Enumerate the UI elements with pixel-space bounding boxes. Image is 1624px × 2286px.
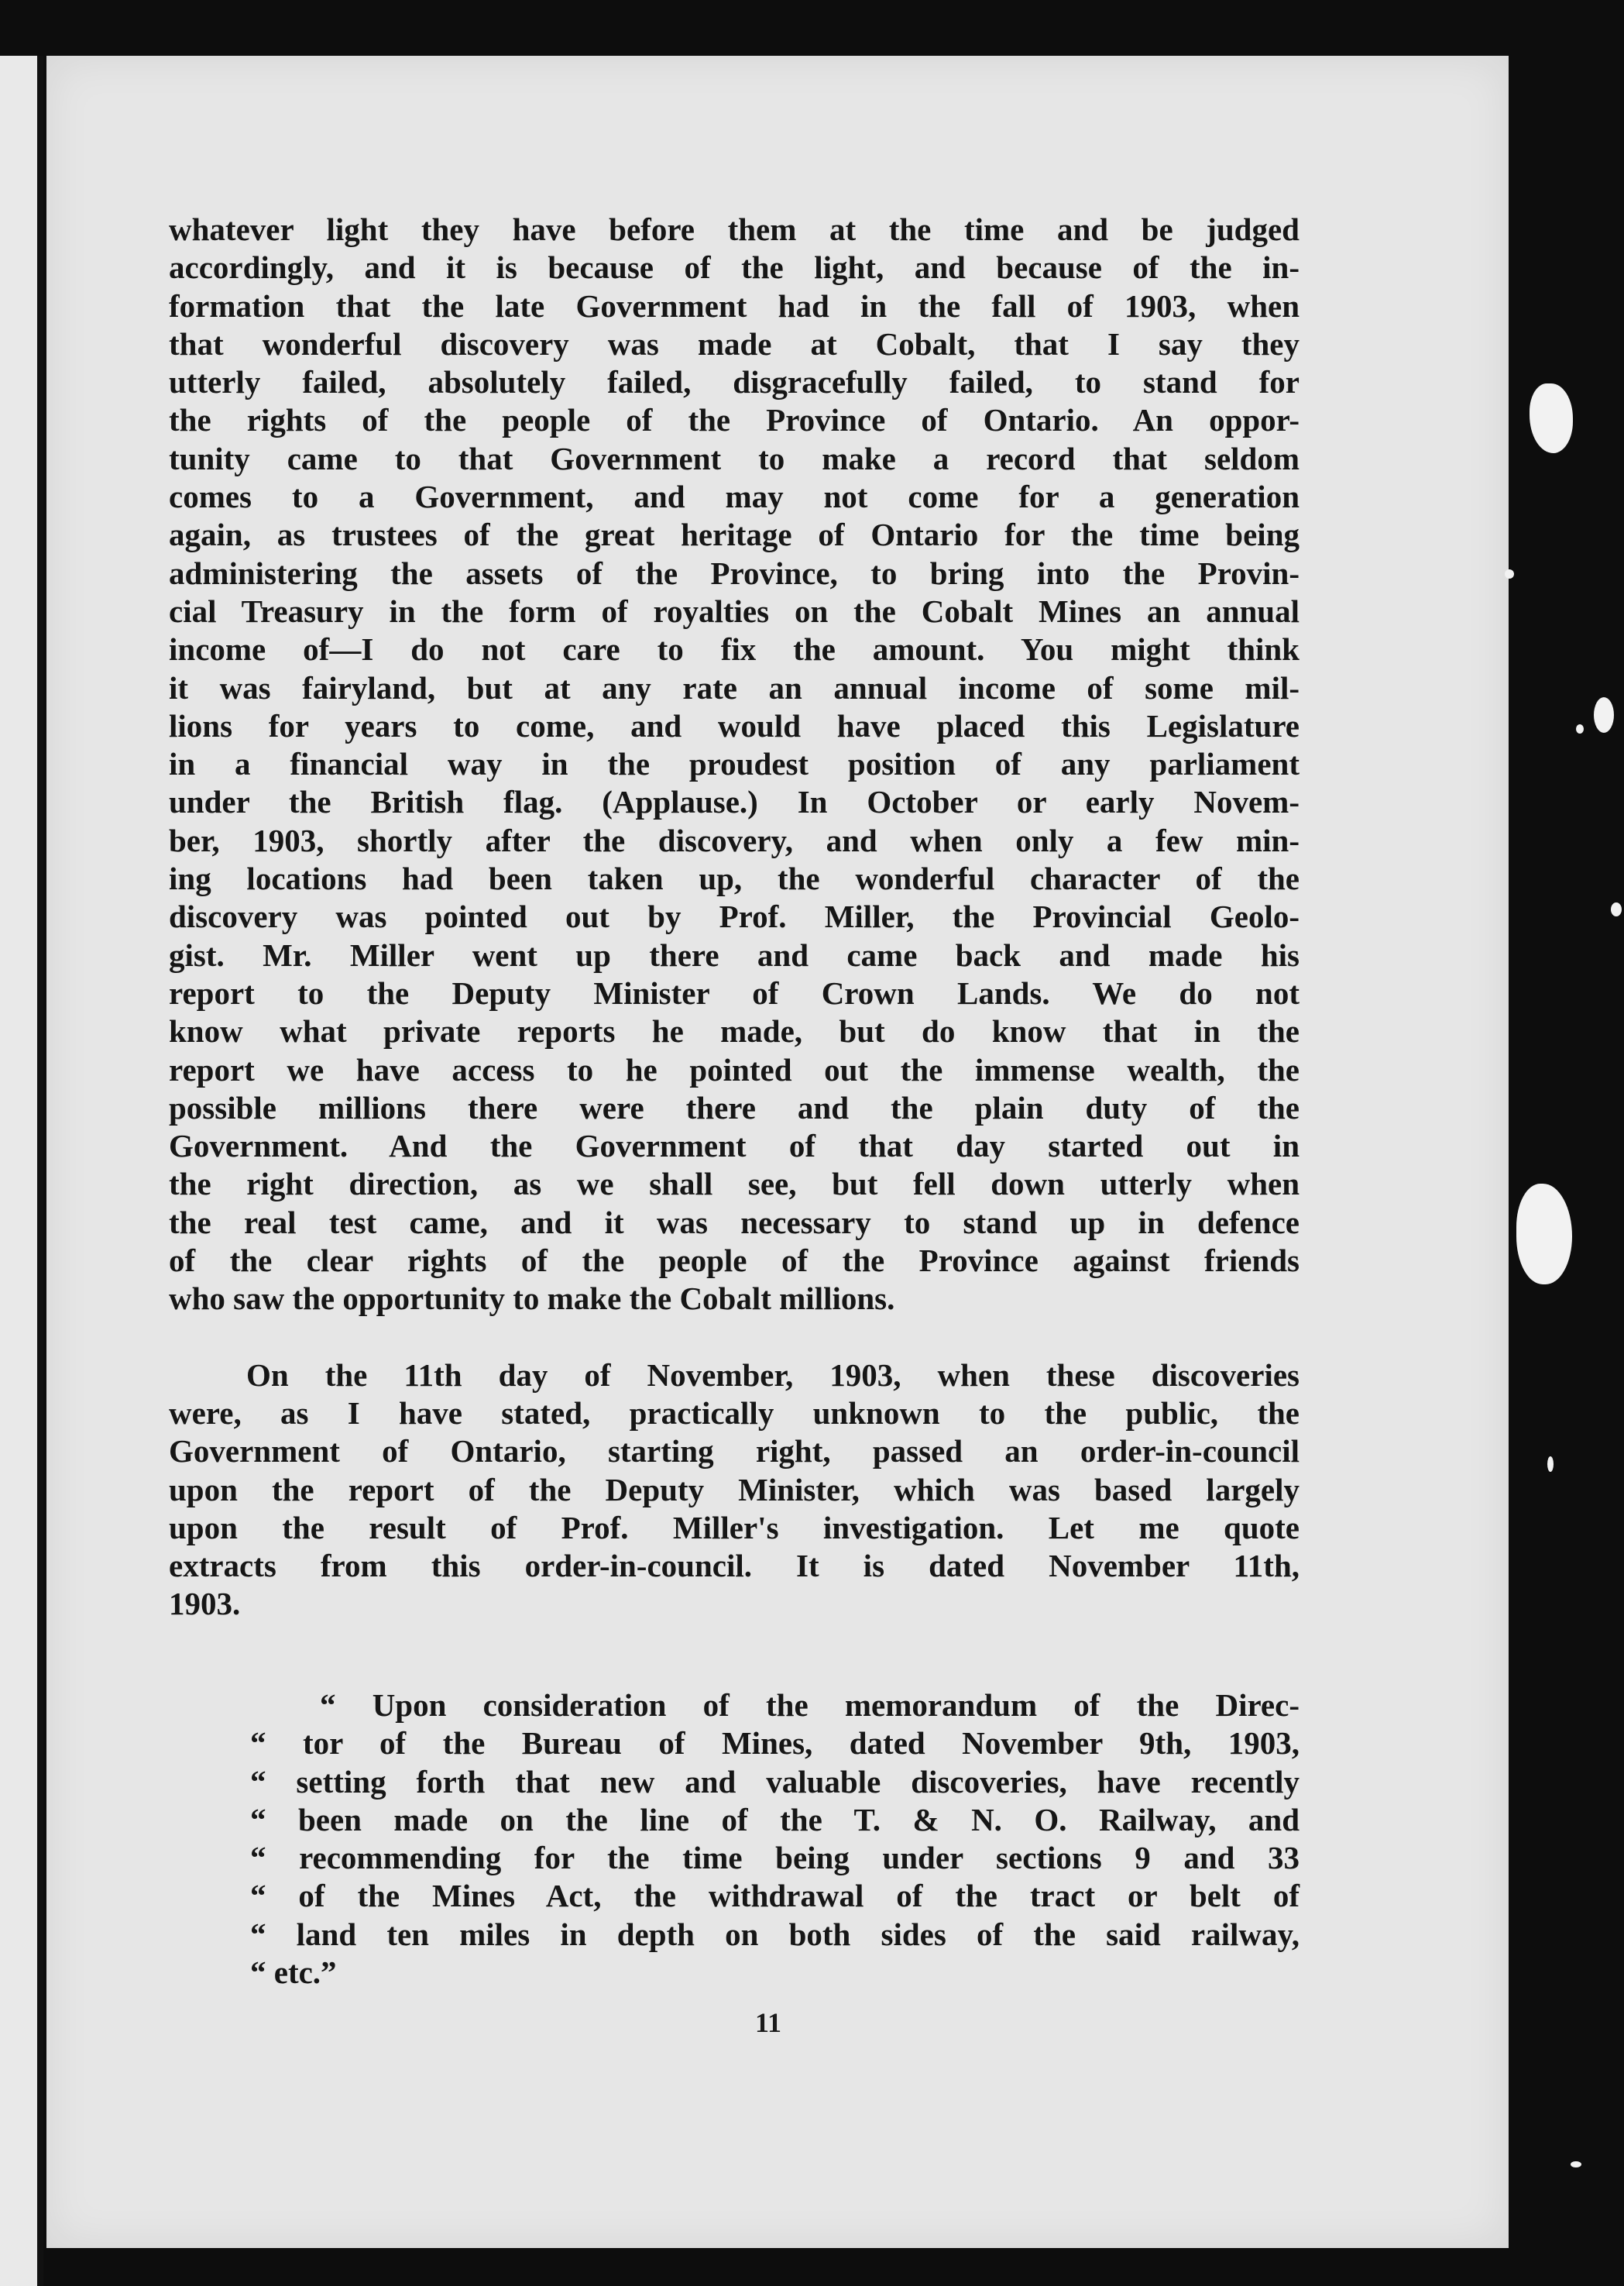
quote-line: “ Upon consideration of the memorandum of the Direc-: [320, 1687, 1300, 1723]
text-line: formation that the late Government had in the fall of 1903, when: [169, 287, 1300, 324]
text-line: gist. Mr. Miller went up there and came back and made his: [169, 937, 1300, 973]
quote-line: “ setting forth that new and valuable discoveries, have recently: [250, 1763, 1300, 1800]
body-text: [169, 211, 1300, 1624]
scan-artifact: [1611, 902, 1622, 916]
quote-line: “ of the Mines Act, the withdrawal of the tract or belt of: [250, 1878, 1300, 1914]
scan-artifact: [1547, 1456, 1554, 1472]
adjacent-page-edge: [0, 56, 37, 2286]
text-line: comes to a Government, and may not come for a generation: [169, 479, 1300, 515]
text-line: possible millions there were there and the plain duty of the: [169, 1089, 1300, 1126]
text-line: tunity came to that Government to make a record that seldom: [169, 440, 1300, 476]
scan-artifact: [1516, 1184, 1572, 1284]
text-line: upon the result of Prof. Miller's investigation. Let me quote: [169, 1509, 1300, 1545]
text-line: again, as trustees of the great heritage of Ontario for the time being: [169, 517, 1300, 553]
text-line: in a financial way in the proudest position of any parliament: [169, 746, 1300, 782]
text-line: extracts from this order-in-council. It is dated November 11th,: [169, 1548, 1300, 1584]
text-line: under the British flag. (Applause.) In October or early Novem-: [169, 784, 1300, 820]
quote-line: “ been made on the line of the T. & N. O. Railway, and: [250, 1801, 1300, 1837]
text-line: Government of Ontario, starting right, passed an order-in-council: [169, 1433, 1300, 1470]
scan-artifact: [1594, 697, 1614, 733]
text-line: who saw the opportunity to make the Cobalt millions.: [169, 1281, 895, 1317]
page-number: 11: [755, 2007, 782, 2038]
text-line: administering the assets of the Province, to bring into the Provin-: [169, 555, 1300, 591]
text-line: income of—I do not care to fix the amount. You might think: [169, 631, 1300, 668]
text-line: were, as I have stated, practically unknown to the public, the: [169, 1394, 1300, 1431]
block-quote: [250, 1686, 1300, 1992]
text-line: ing locations had been taken up, the wonderful character of the: [169, 861, 1300, 897]
scan-artifact: [1505, 569, 1514, 579]
quote-line: “ recommending for the time being under sections 9 and 33: [250, 1840, 1300, 1876]
scan-artifact: [1576, 724, 1584, 734]
text-line: report to the Deputy Minister of Crown Lands. We do not: [169, 975, 1300, 1011]
text-line: discovery was pointed out by Prof. Miller, the Provincial Geolo-: [169, 899, 1300, 935]
binding-rule: [37, 56, 43, 2286]
text-line: that wonderful discovery was made at Cobalt, that I say they: [169, 325, 1300, 362]
text-line: cial Treasury in the form of royalties on the Cobalt Mines an annual: [169, 593, 1300, 629]
text-line: whatever light they have before them at the time and be judged: [169, 211, 1300, 247]
scan-artifact: [1571, 2161, 1581, 2167]
text-line: it was fairyland, but at any rate an annual income of some mil-: [169, 669, 1300, 706]
text-line: 1903.: [169, 1586, 241, 1622]
quote-line: “ etc.”: [250, 1954, 337, 1991]
text-line: of the clear rights of the people of the Province against friends: [169, 1243, 1300, 1279]
paragraph-gap: [169, 1318, 1300, 1356]
text-line: report we have access to he pointed out the immense wealth, the: [169, 1051, 1300, 1088]
text-line: utterly failed, absolutely failed, disgracefully failed, to stand for: [169, 364, 1300, 400]
text-line: the right direction, as we shall see, but fell down utterly when: [169, 1166, 1300, 1202]
text-line: Government. And the Government of that day started out in: [169, 1128, 1300, 1164]
quote-line: “ land ten miles in depth on both sides of the said railway,: [250, 1916, 1300, 1952]
text-line: the rights of the people of the Province of Ontario. An oppor-: [169, 402, 1300, 438]
text-line: know what private reports he made, but do know that in the: [169, 1013, 1300, 1050]
text-line: ber, 1903, shortly after the discovery, and when only a few min-: [169, 822, 1300, 858]
text-line: the real test came, and it was necessary to stand up in defence: [169, 1204, 1300, 1240]
text-line: On the 11th day of November, 1903, when these discoveries: [246, 1356, 1300, 1393]
text-line: lions for years to come, and would have placed this Legislature: [169, 707, 1300, 744]
text-line: upon the report of the Deputy Minister, which was based largely: [169, 1471, 1300, 1507]
quote-line: “ tor of the Bureau of Mines, dated November 9th, 1903,: [250, 1725, 1300, 1762]
text-line: accordingly, and it is because of the light, and because of the in-: [169, 249, 1300, 286]
